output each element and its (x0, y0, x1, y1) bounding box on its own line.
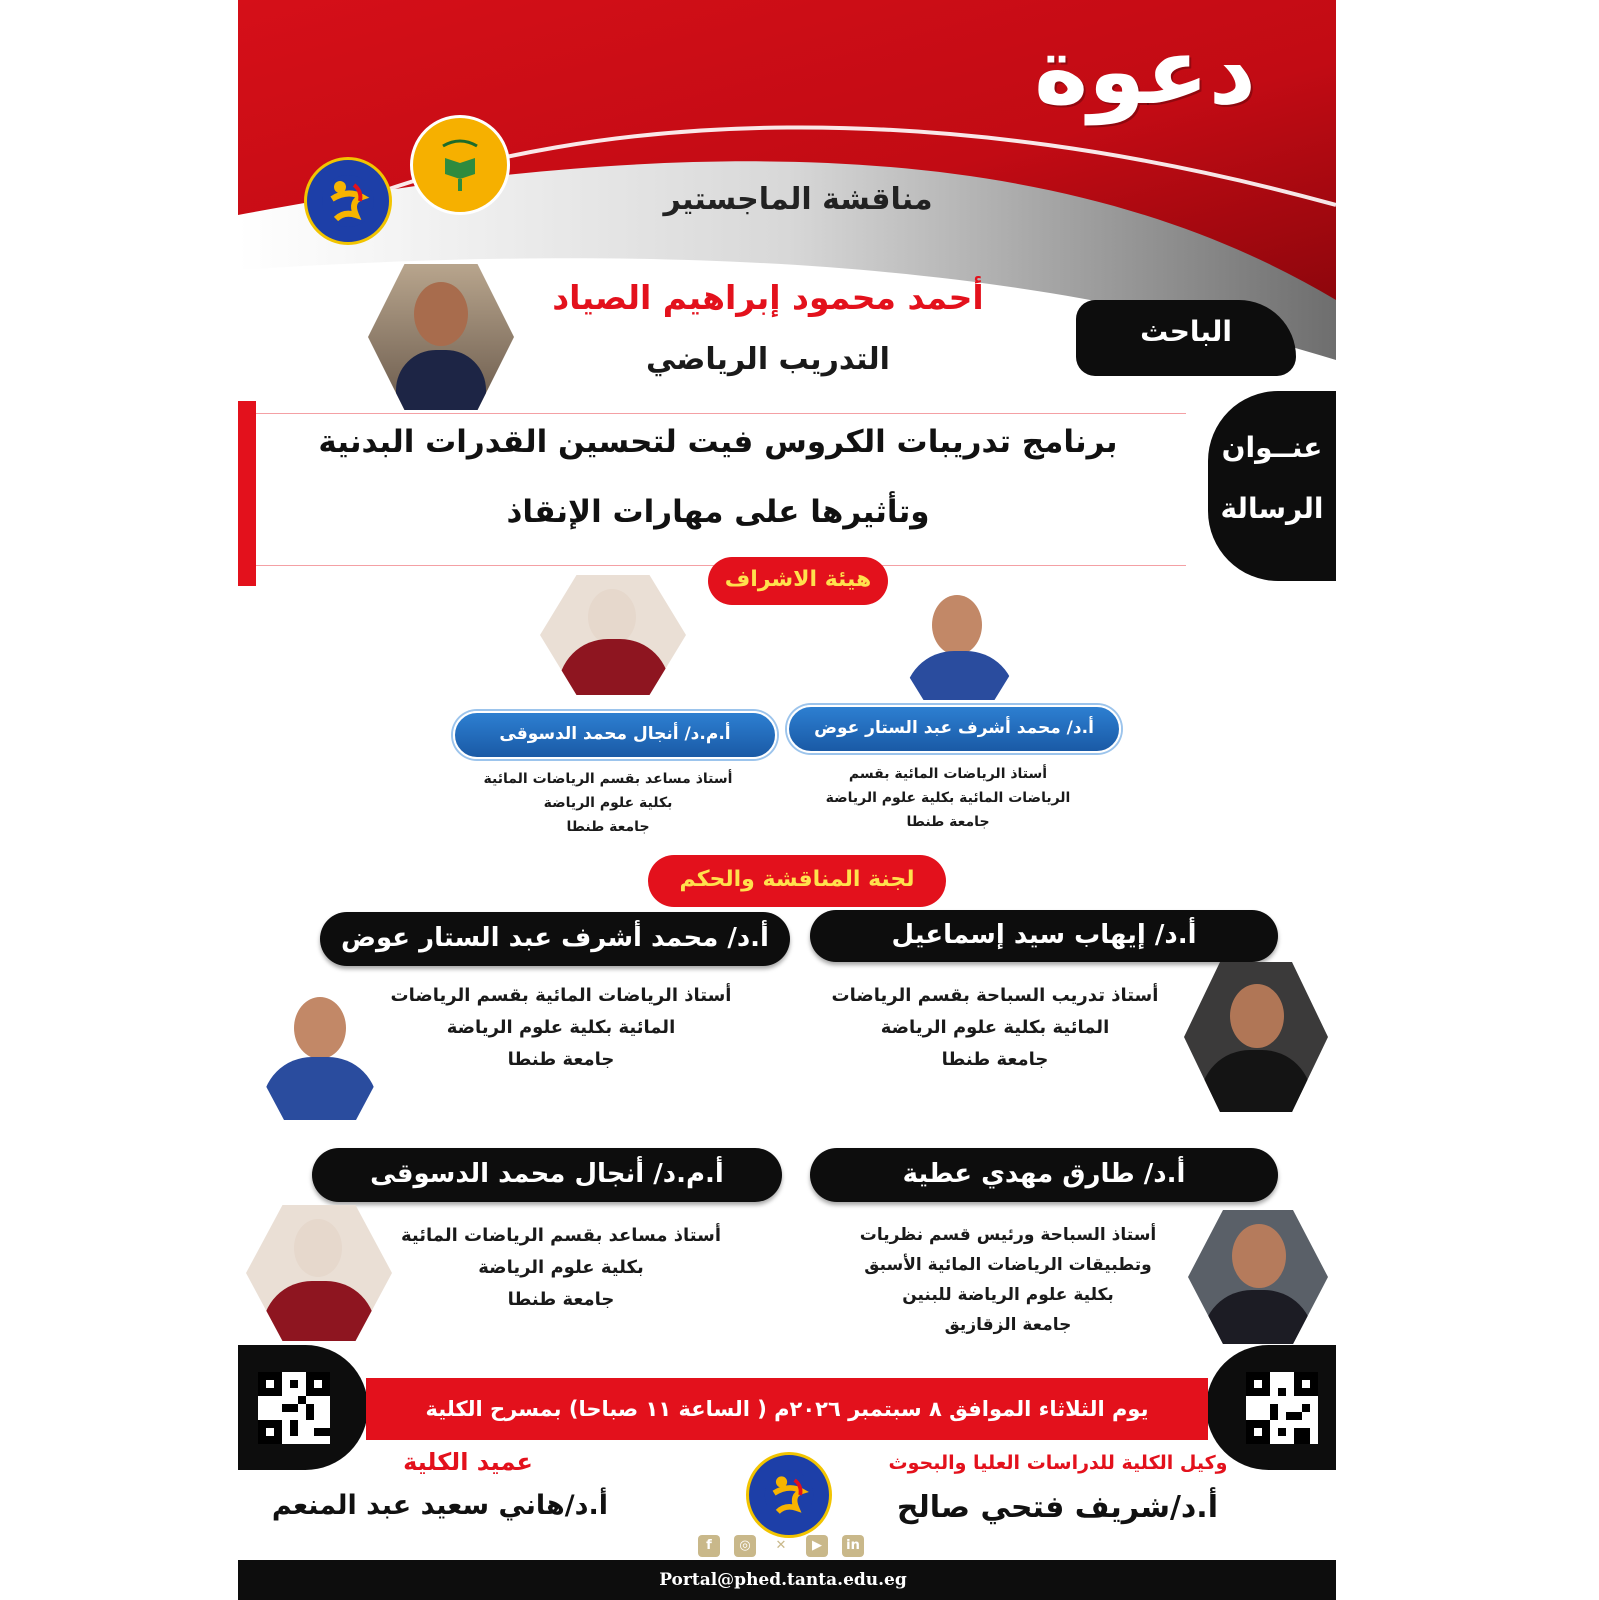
supervisor-1-photo (888, 585, 1030, 700)
committee-member-2-line-2: المائية بكلية علوم الرياضة (446, 1017, 676, 1038)
researcher-label: الباحث (1140, 315, 1232, 348)
committee-member-1-line-2: المائية بكلية علوم الرياضة (880, 1017, 1110, 1038)
committee-member-3-name: أ.د/ طارق مهدي عطية (810, 1148, 1278, 1202)
committee-member-1-photo (1184, 962, 1328, 1112)
youtube-icon[interactable]: ▶ (806, 1535, 828, 1557)
left-qr-tab (238, 1345, 368, 1470)
thesis-top-rule (256, 413, 1186, 414)
researcher-label-tab (1076, 300, 1296, 376)
footer-email[interactable]: Portal@phed.tanta.edu.eg (659, 1570, 907, 1590)
schedule-text: يوم الثلاثاء الموافق ٨ سبتمبر ٢٠٢٦م ( الساعة ١١ صباحا) بمسرح الكلية (425, 1397, 1149, 1421)
dean-title: عميد الكلية (403, 1448, 533, 1476)
committee-member-3-line-1: أستاذ السباحة ورئيس قسم نظريات (859, 1225, 1157, 1245)
runner-emblem-icon (761, 1467, 817, 1523)
supervisor-1-name: أ.د/ محمد أشرف عبد الستار عوض (787, 705, 1121, 753)
supervisor-2-photo (540, 575, 686, 695)
right-qr-code-icon[interactable] (1246, 1372, 1318, 1444)
committee-member-1-description (820, 980, 1170, 1076)
committee-member-3-photo (1188, 1210, 1328, 1344)
x-icon[interactable]: ✕ (775, 1538, 787, 1553)
supervisor-2-line-1: أستاذ مساعد بقسم الرياضات المائية (483, 771, 733, 787)
book-emblem-icon (425, 130, 495, 200)
supervisor-1-line-3: جامعة طنطا (906, 814, 990, 830)
committee-member-1-line-3: جامعة طنطا (941, 1049, 1049, 1070)
committee-member-3-line-2: وتطبيقات الرياضات المائية الأسبق (864, 1255, 1152, 1275)
supervisor-2-name: أ.م.د/ أنجال محمد الدسوقى (453, 711, 777, 759)
supervision-heading: هيئة الاشراف (708, 557, 888, 605)
supervisor-2-description (458, 767, 758, 839)
committee-member-4-line-1: أستاذ مساعد بقسم الرياضات المائية (400, 1225, 721, 1246)
supervisor-1-line-2: الرياضات المائية بكلية علوم الرياضة (825, 790, 1071, 806)
invitation-poster (238, 0, 1336, 1600)
faculty-logo-footer (746, 1452, 832, 1538)
vice-dean-title: وكيل الكلية للدراسات العليا والبحوث (888, 1452, 1228, 1474)
committee-member-4-line-3: جامعة طنطا (507, 1289, 615, 1310)
left-qr-code-icon[interactable] (258, 1372, 330, 1444)
dean-name: أ.د/هاني سعيد عبد المنعم (271, 1490, 608, 1521)
committee-member-4-photo (246, 1205, 392, 1341)
supervisor-2-line-3: جامعة طنطا (566, 819, 650, 835)
university-logo (410, 115, 510, 215)
faculty-logo (304, 157, 392, 245)
committee-member-4-line-2: بكلية علوم الرياضة (478, 1257, 644, 1278)
facebook-icon[interactable]: f (698, 1535, 720, 1557)
committee-member-1-name: أ.د/ إيهاب سيد إسماعيل (810, 910, 1278, 962)
researcher-specialty: التدريب الرياضي (646, 342, 890, 377)
supervisor-1-line-1: أستاذ الرياضات المائية بقسم (848, 766, 1048, 782)
thesis-label-tab (1208, 391, 1336, 581)
supervisor-1-description (798, 762, 1098, 834)
instagram-icon[interactable]: ◎ (734, 1535, 756, 1557)
schedule-bar (366, 1378, 1208, 1440)
committee-member-4-description (388, 1220, 734, 1316)
thesis-red-bar (238, 401, 256, 586)
runner-emblem-icon (318, 171, 378, 231)
supervisor-2-line-2: بكلية علوم الرياضة (543, 795, 673, 811)
thesis-title-line-1: برنامج تدريبات الكروس فيت لتحسين القدرات البدنية (318, 424, 1118, 460)
footer-bar (238, 1560, 1336, 1600)
committee-member-4-name: أ.م.د/ أنجال محمد الدسوقى (312, 1148, 782, 1202)
researcher-name: أحمد محمود إبراهيم الصياد (552, 278, 984, 317)
invitation-title: دعوة (1033, 18, 1256, 125)
vice-dean-name: أ.د/شريف فتحي صالح (896, 1490, 1218, 1525)
committee-member-2-name: أ.د/ محمد أشرف عبد الستار عوض (320, 912, 790, 966)
thesis-label-line-1: عنــوان (1221, 431, 1323, 464)
committee-member-2-photo (248, 985, 392, 1120)
committee-heading: لجنة المناقشة والحكم (648, 855, 946, 907)
committee-member-2-line-3: جامعة طنطا (507, 1049, 615, 1070)
committee-member-3-description (858, 1220, 1158, 1340)
committee-member-3-line-4: جامعة الزقازيق (944, 1315, 1072, 1335)
committee-member-2-description (388, 980, 734, 1076)
committee-member-1-line-1: أستاذ تدريب السباحة بقسم الرياضات (831, 985, 1159, 1006)
committee-member-2-line-1: أستاذ الرياضات المائية بقسم الرياضات (390, 985, 732, 1006)
thesis-label-line-2: الرسالة (1220, 492, 1324, 525)
thesis-title-line-2: وتأثيرها على مهارات الإنقاذ (506, 494, 930, 530)
linkedin-icon[interactable]: in (842, 1535, 864, 1557)
event-type-heading: مناقشة الماجستير (663, 182, 933, 217)
committee-member-3-line-3: بكلية علوم الرياضة للبنين (902, 1285, 1114, 1305)
